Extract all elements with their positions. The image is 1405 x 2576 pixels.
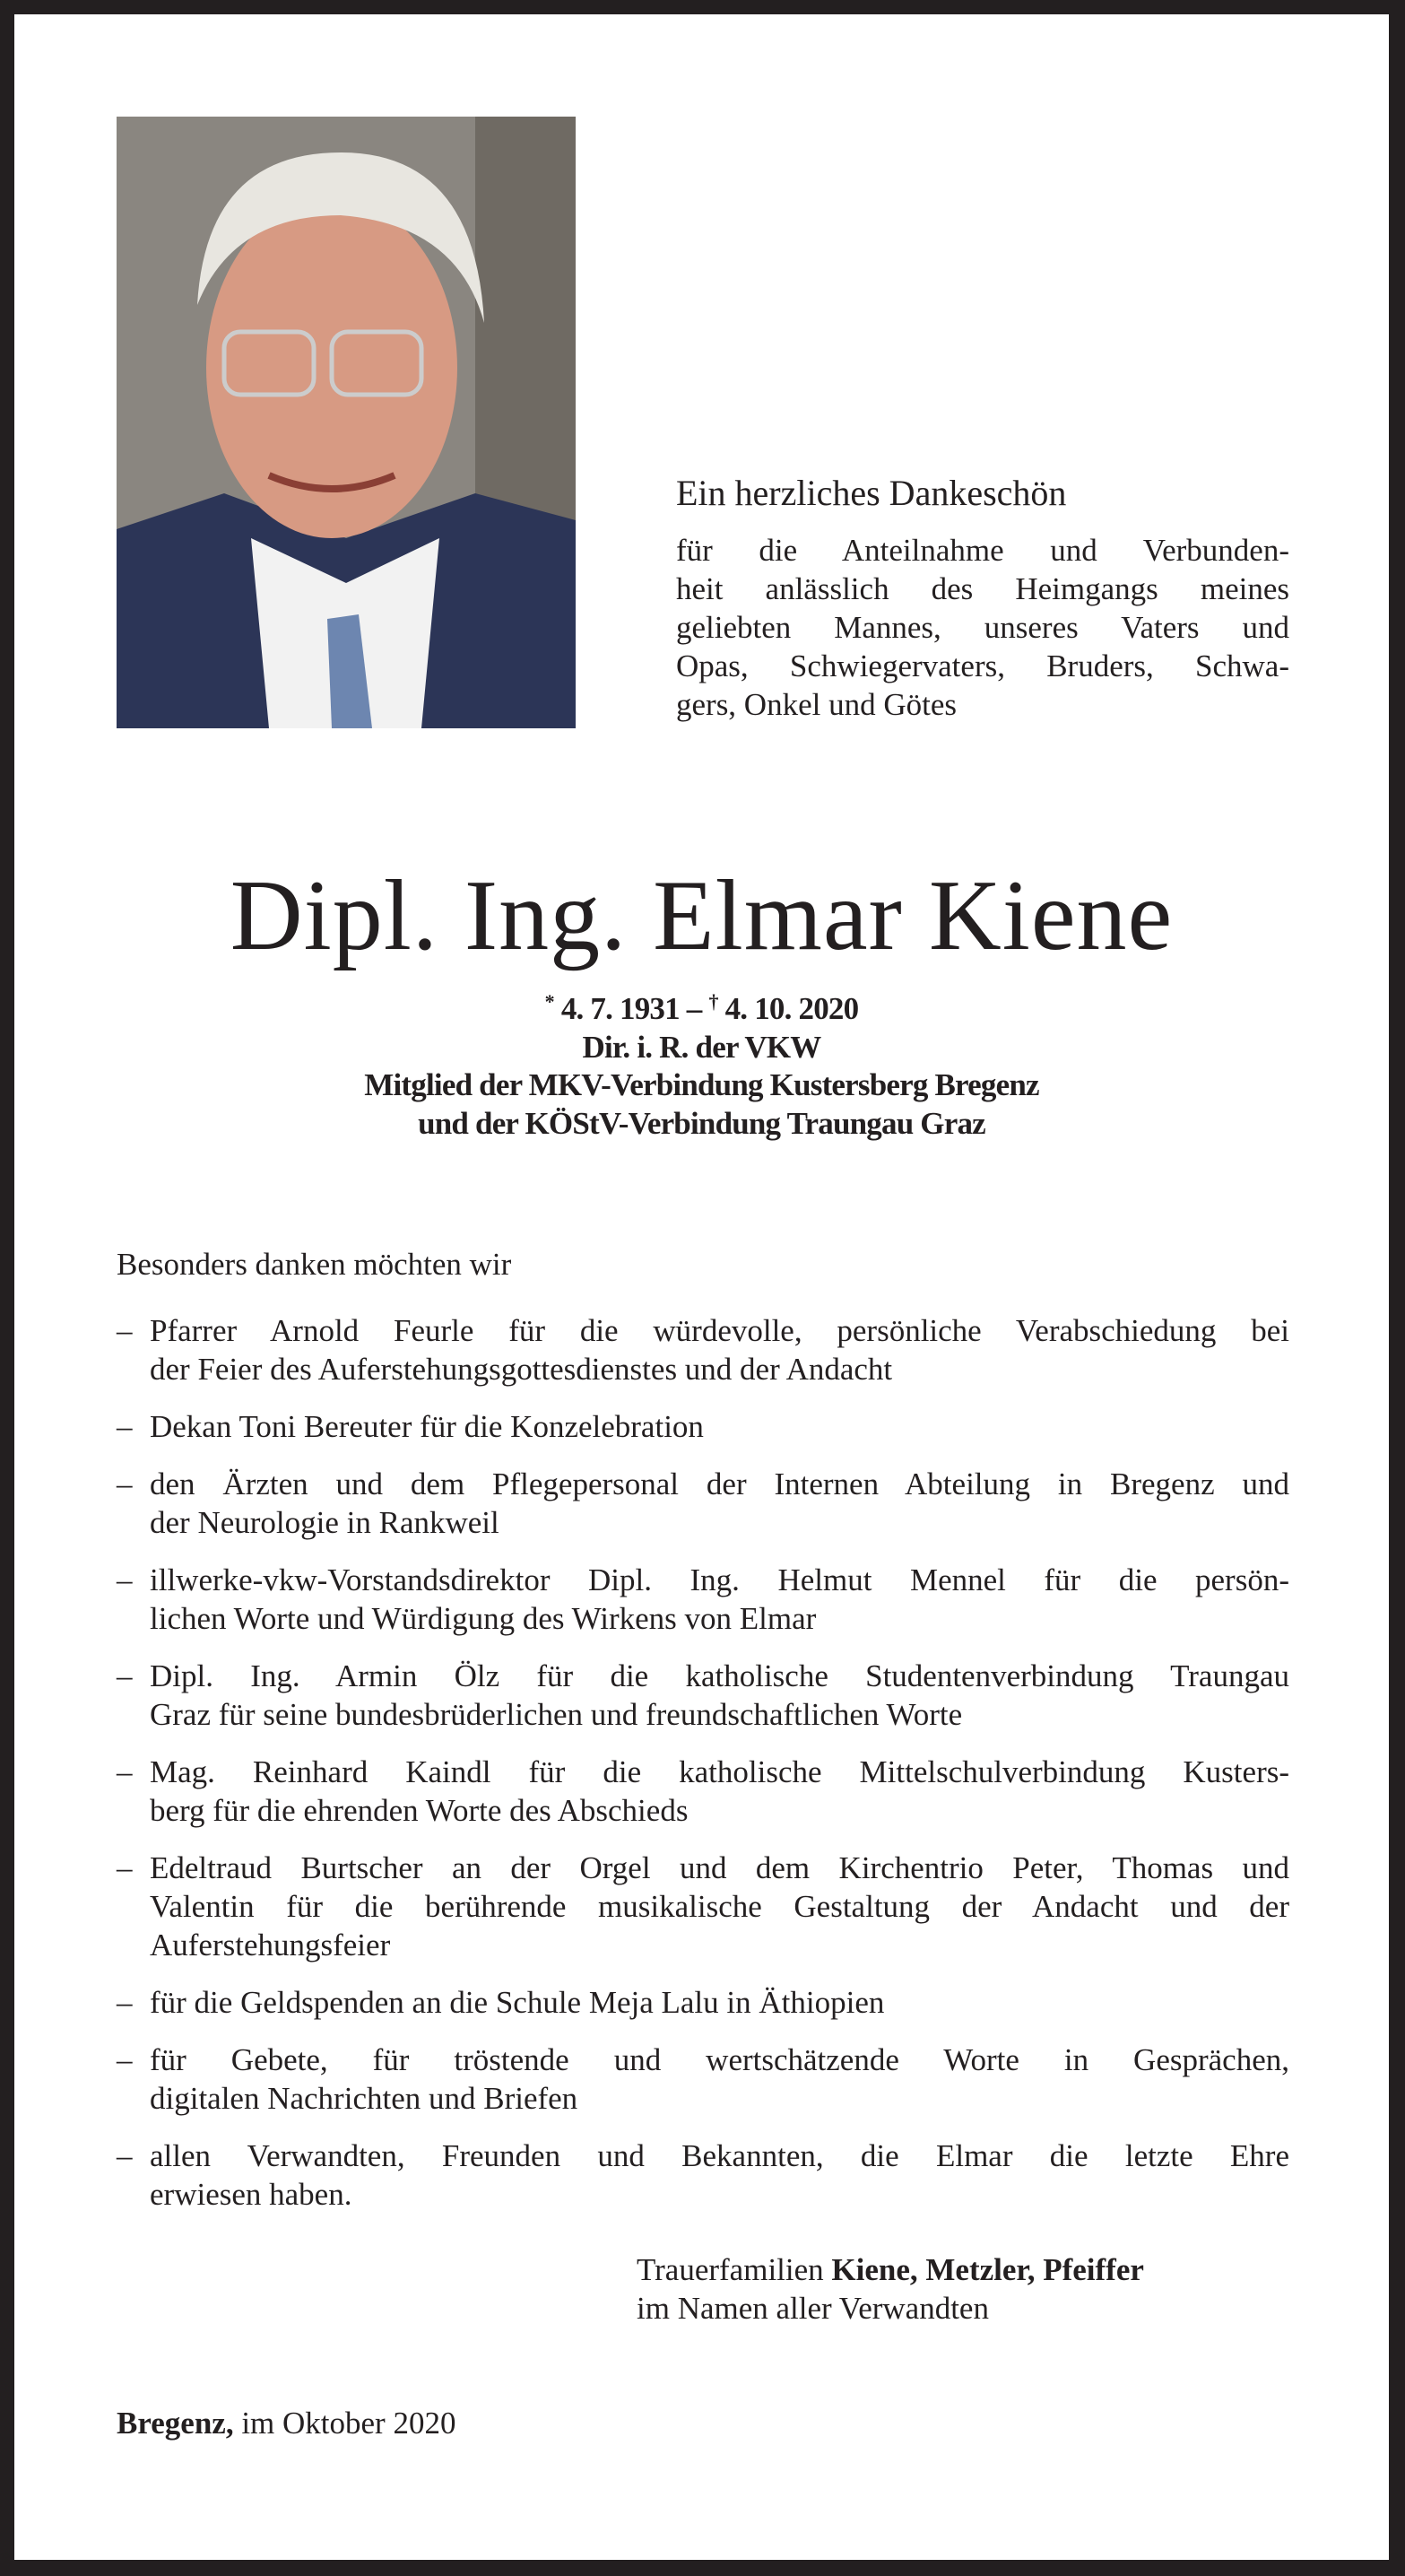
- birth-date: 4. 7. 1931: [560, 991, 680, 1026]
- text-line: Pfarrer Arnold Feurle für die würdevolle, persönliche Verabschiedung bei: [150, 1313, 1289, 1348]
- list-item: [117, 1407, 1289, 1446]
- text-line: heit anlässlich des Heimgangs meines: [676, 571, 1289, 606]
- death-symbol: †: [708, 990, 718, 1013]
- thanks-heading: Besonders danken möchten wir: [117, 1247, 512, 1282]
- signature-families: Kiene, Metzler, Pfeiffer: [831, 2252, 1144, 2287]
- deceased-name: Dipl. Ing. Elmar Kiene: [230, 860, 1174, 971]
- list-item: [117, 1465, 1289, 1542]
- dash-bullet: –: [117, 1985, 133, 2020]
- list-item: [117, 2137, 1289, 2214]
- place-date: [117, 2404, 455, 2442]
- text-line: für Gebete, für tröstende und wertschätzende Worte in Gesprächen,: [150, 2042, 1289, 2077]
- text-line: gers, Onkel und Götes: [676, 687, 958, 722]
- dash-bullet: –: [117, 1754, 133, 1789]
- list-item: [117, 1849, 1289, 1964]
- list-item: [117, 1311, 1289, 1388]
- text-line: illwerke-vkw-Vorstandsdirektor Dipl. Ing. Helmut Mennel für die persön-: [150, 1562, 1289, 1597]
- dash-bullet: –: [117, 1562, 133, 1597]
- text-line: digitalen Nachrichten und Briefen: [150, 2081, 578, 2116]
- text-line: Auferstehungsfeier: [150, 1928, 391, 1962]
- text-line: Opas, Schwiegervaters, Bruders, Schwa-: [676, 648, 1289, 683]
- text-line: Mag. Reinhard Kaindl für die katholische Mittelschulverbindung Kusters-: [150, 1754, 1289, 1789]
- text-line: allen Verwandten, Freunden und Bekannten, die Elmar die letzte Ehre: [150, 2138, 1289, 2173]
- signature-prefix: Trauerfamilien: [637, 2252, 832, 2287]
- text-line: Valentin für die berührende musikalische Gestaltung der Andacht und der: [150, 1889, 1289, 1924]
- obituary-page: [14, 14, 1389, 2560]
- death-date: 4. 10. 2020: [724, 991, 859, 1026]
- text-line: lichen Worte und Würdigung des Wirkens von Elmar: [150, 1601, 817, 1636]
- text-line: erwiesen haben.: [150, 2177, 352, 2212]
- dash-bullet: –: [117, 1466, 133, 1501]
- signature: [637, 2250, 1144, 2328]
- dash-bullet: –: [117, 1409, 133, 1444]
- list-item: [117, 2041, 1289, 2118]
- birth-symbol: *: [544, 990, 554, 1013]
- text-line: der Feier des Auferstehungsgottesdienstes und der Andacht: [150, 1352, 893, 1387]
- deceased-details: [14, 983, 1389, 1143]
- text-line: geliebten Mannes, unseres Vaters und: [676, 610, 1289, 645]
- list-item: [117, 1753, 1289, 1830]
- dash-bullet: –: [117, 1658, 133, 1693]
- text-line: Edeltraud Burtscher an der Orgel und dem Kirchentrio Peter, Thomas und: [150, 1850, 1289, 1885]
- text-line: der Neurologie in Rankweil: [150, 1505, 499, 1540]
- text-line: für die Anteilnahme und Verbunden-: [676, 533, 1289, 568]
- life-dates: [14, 983, 1389, 1029]
- intro-block: [676, 472, 1289, 724]
- dash-bullet: –: [117, 1850, 133, 1885]
- place: Bregenz,: [117, 2406, 234, 2441]
- portrait-photo: [117, 117, 576, 728]
- date: im Oktober 2020: [233, 2406, 456, 2441]
- text-line: für die Geldspenden an die Schule Meja Lalu in Äthiopien: [150, 1985, 885, 2020]
- text-line: berg für die ehrenden Worte des Abschieds: [150, 1793, 689, 1828]
- text-line: Graz für seine bundesbrüderlichen und freundschaftlichen Worte: [150, 1697, 963, 1732]
- list-item: [117, 1657, 1289, 1734]
- list-item: [117, 1983, 1289, 2022]
- intro-text: [676, 531, 1289, 724]
- date-separator: –: [679, 991, 709, 1026]
- text-line: Dipl. Ing. Armin Ölz für die katholische Studentenverbindung Traungau: [150, 1658, 1289, 1693]
- intro-heading: Ein herzliches Dankeschön: [676, 473, 1067, 513]
- dash-bullet: –: [117, 2042, 133, 2077]
- signature-line2: im Namen aller Verwandten: [637, 2291, 989, 2326]
- text-line: Dekan Toni Bereuter für die Konzelebration: [150, 1409, 704, 1444]
- dash-bullet: –: [117, 2138, 133, 2173]
- dash-bullet: –: [117, 1313, 133, 1348]
- membership-line: und der KÖStV-Verbindung Traungau Graz: [418, 1105, 985, 1141]
- membership-line: Mitglied der MKV-Verbindung Kustersberg Bregenz: [364, 1067, 1039, 1102]
- list-item: [117, 1561, 1289, 1638]
- text-line: den Ärzten und dem Pflegepersonal der Internen Abteilung in Bregenz und: [150, 1466, 1289, 1501]
- role: Dir. i. R. der VKW: [582, 1029, 821, 1065]
- thanks-list: [117, 1311, 1289, 2232]
